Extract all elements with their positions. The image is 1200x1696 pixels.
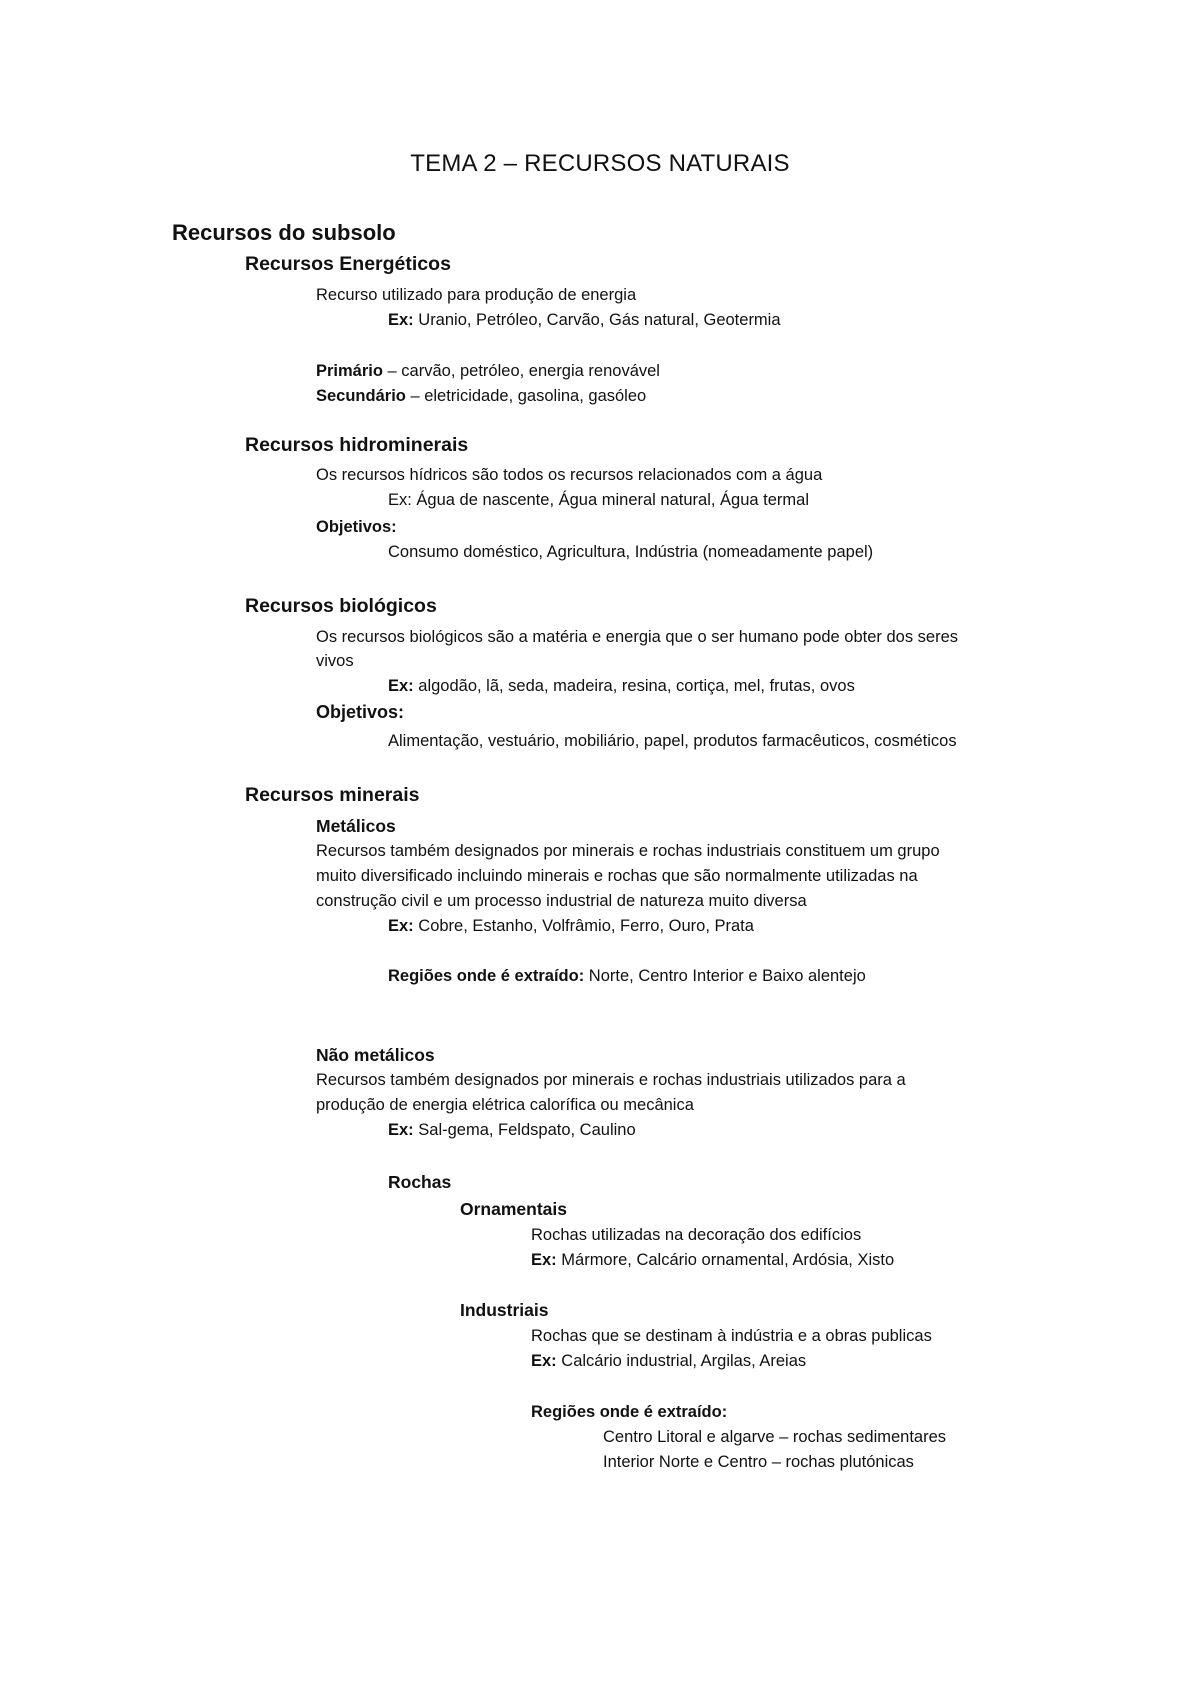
hidrominerais-examples: Ex: Água de nascente, Água mineral natural, Água termal [388,491,809,509]
metalicos-description-line-3: construção civil e um processo industrial de natureza muito diversa [316,892,807,910]
metalicos-regioes [388,965,866,987]
energeticos-secundario [316,385,646,407]
heading-ornamentais: Ornamentais [460,1199,567,1219]
heading-recursos-hidrominerais: Recursos hidrominerais [245,434,469,456]
metalicos-examples [388,915,754,937]
regioes-label: Regiões onde é extraído: [388,967,585,985]
heading-recursos-minerais: Recursos minerais [245,784,420,806]
ex-label: Ex: [531,1352,557,1370]
biologicos-examples [388,675,855,697]
metalicos-description-line-1: Recursos também designados por minerais e rochas industriais constituem um grupo [316,842,940,860]
ex-label: Ex: [388,1121,414,1139]
nao-metalicos-examples [388,1119,636,1141]
biologicos-description-line-2: vivos [316,652,354,670]
heading-industriais: Industriais [460,1300,549,1320]
biologicos-objetivos-text: Alimentação, vestuário, mobiliário, papel, produtos farmacêuticos, cosméticos [388,732,957,750]
ex-text: Cobre, Estanho, Volfrâmio, Ferro, Ouro, Prata [413,917,754,935]
industriais-description: Rochas que se destinam à indústria e a obras publicas [531,1327,932,1345]
ex-label: Ex: [388,677,414,695]
heading-rochas: Rochas [388,1172,452,1192]
ex-text: algodão, lã, seda, madeira, resina, cortiça, mel, frutas, ovos [413,677,855,695]
energeticos-description: Recurso utilizado para produção de energia [316,286,637,304]
primario-label: Primário [316,362,383,380]
ex-label: Ex: [388,311,414,329]
primario-text: – carvão, petróleo, energia renovável [382,362,660,380]
rochas-regioes-line-1: Centro Litoral e algarve – rochas sedimentares [603,1428,947,1446]
regioes-text: Norte, Centro Interior e Baixo alentejo [584,967,866,985]
heading-metalicos: Metálicos [316,816,396,836]
nao-metalicos-description-line-1: Recursos também designados por minerais e rochas industriais utilizados para a [316,1071,906,1089]
ornamentais-examples [531,1249,894,1271]
ex-label: Ex: [388,917,414,935]
heading-recursos-energeticos: Recursos Energéticos [245,253,451,275]
ex-text: Mármore, Calcário ornamental, Ardósia, Xisto [556,1251,895,1269]
industriais-examples [531,1350,806,1372]
page-title: TEMA 2 – RECURSOS NATURAIS [410,150,790,177]
hidrominerais-objetivos-label: Objetivos: [316,518,397,536]
ex-text: Uranio, Petróleo, Carvão, Gás natural, Geotermia [413,311,781,329]
rochas-regioes-line-2: Interior Norte e Centro – rochas plutónicas [603,1453,914,1471]
ex-text: Calcário industrial, Argilas, Areias [556,1352,807,1370]
ornamentais-description: Rochas utilizadas na decoração dos edifícios [531,1226,862,1244]
heading-recursos-subsolo: Recursos do subsolo [172,220,396,245]
secundario-text: – eletricidade, gasolina, gasóleo [405,387,647,405]
hidrominerais-description: Os recursos hídricos são todos os recursos relacionados com a água [316,466,823,484]
rochas-regioes-label: Regiões onde é extraído: [531,1403,728,1421]
ex-label: Ex: [531,1251,557,1269]
energeticos-primario [316,360,660,382]
energeticos-examples [388,309,781,331]
heading-nao-metalicos: Não metálicos [316,1045,435,1065]
metalicos-description-line-2: muito diversificado incluindo minerais e rochas que são normalmente utilizadas na [316,867,918,885]
biologicos-objetivos-label: Objetivos: [316,702,405,722]
heading-recursos-biologicos: Recursos biológicos [245,595,437,617]
ex-text: Sal-gema, Feldspato, Caulino [413,1121,636,1139]
nao-metalicos-description-line-2: produção de energia elétrica calorífica ou mecânica [316,1096,694,1114]
secundario-label: Secundário [316,387,406,405]
biologicos-description-line-1: Os recursos biológicos são a matéria e energia que o ser humano pode obter dos seres [316,628,959,646]
hidrominerais-objetivos-text: Consumo doméstico, Agricultura, Indústria (nomeadamente papel) [388,543,874,561]
